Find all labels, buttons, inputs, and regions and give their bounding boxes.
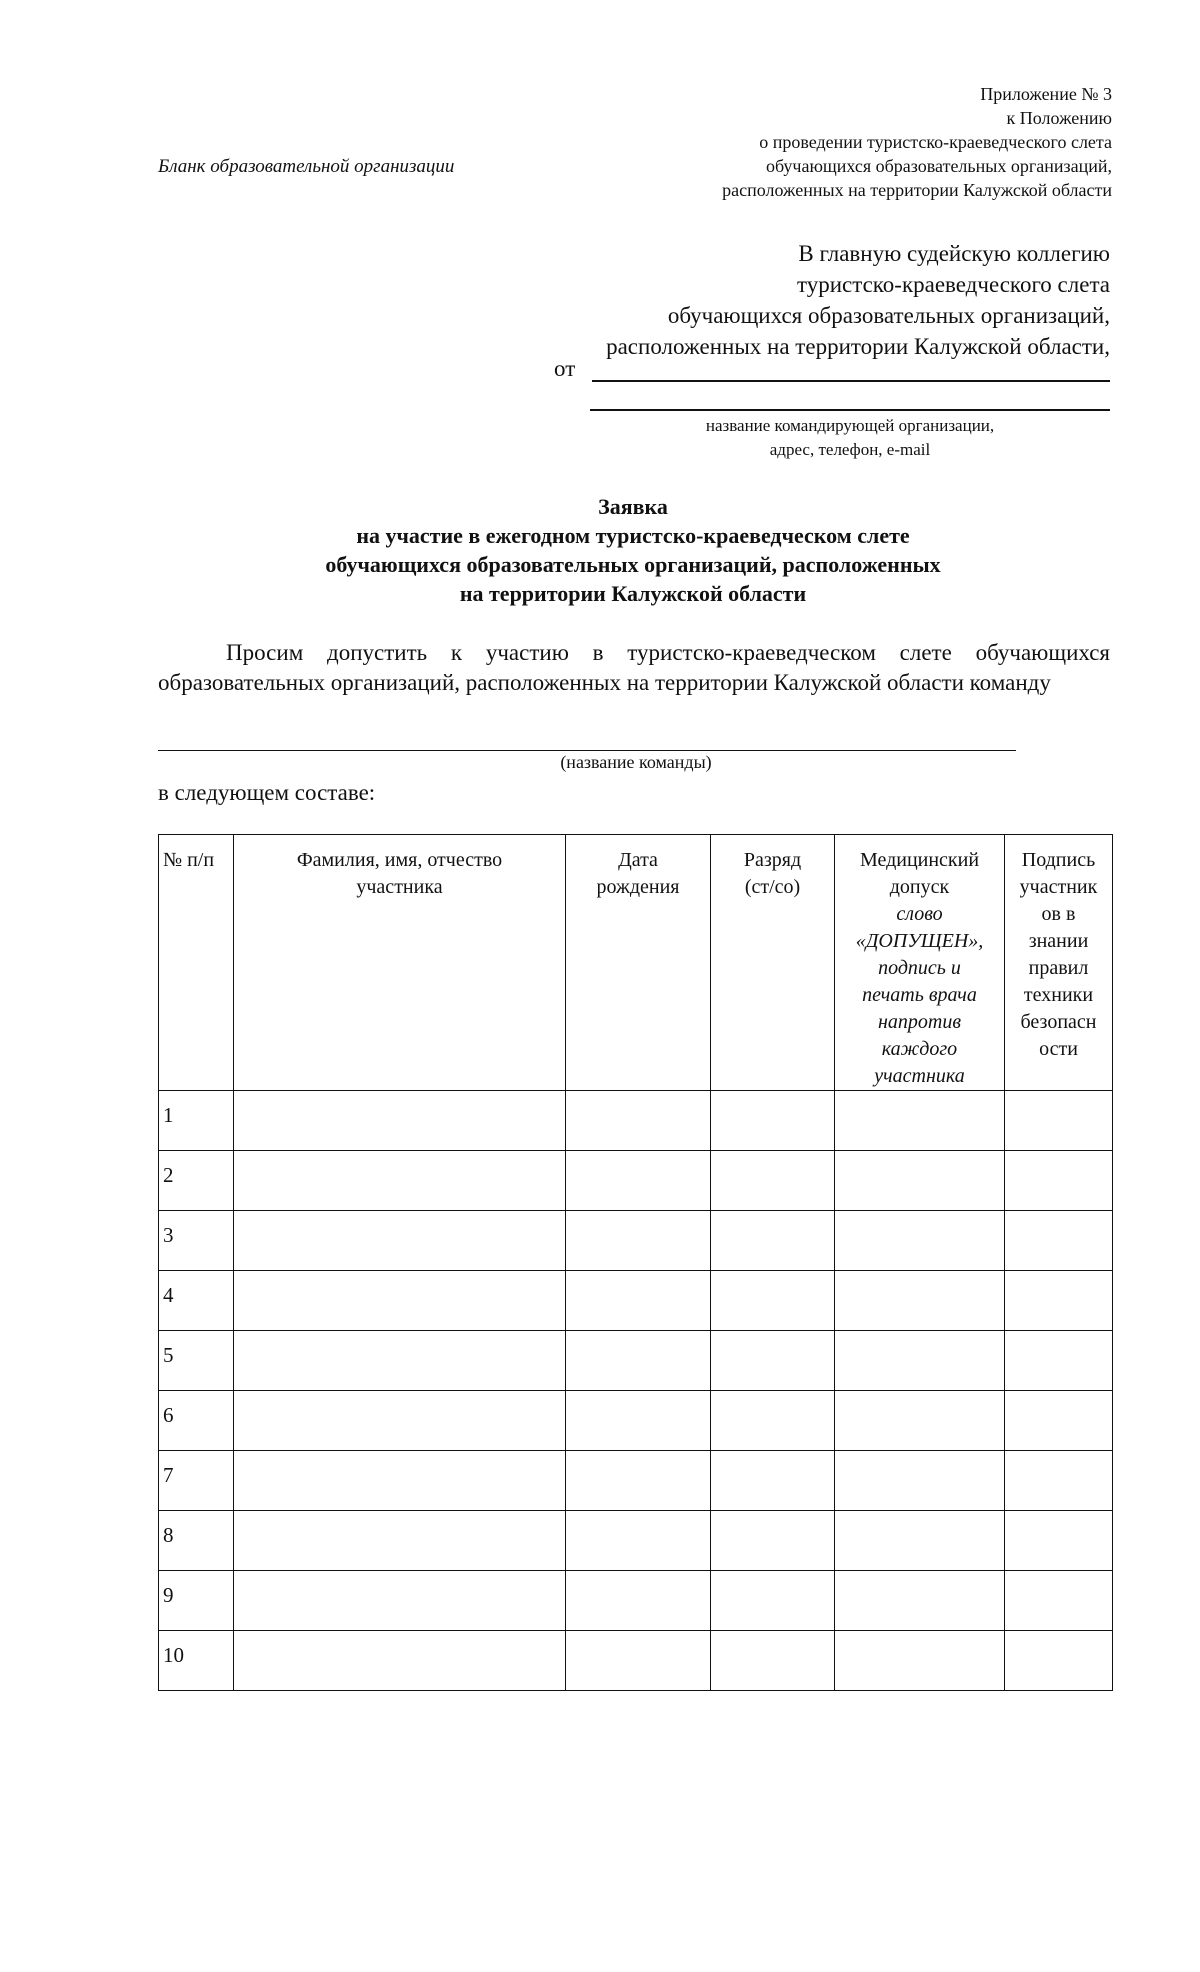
header-name-line: участника xyxy=(356,876,443,898)
name-cell[interactable] xyxy=(234,1571,566,1631)
header-medical xyxy=(835,835,1005,1091)
medical-cell[interactable] xyxy=(835,1151,1005,1211)
title-line: на участие в ежегодном туристско-краеведческом слете xyxy=(356,523,910,548)
row-number: 2 xyxy=(159,1151,234,1211)
row-number: 10 xyxy=(159,1631,234,1691)
row-number: 1 xyxy=(159,1091,234,1151)
request-paragraph: Просим допустить к участию в туристско-краеведческом слете обучающихся образовательных организаций, расположенных на территории Калужской области команду xyxy=(158,640,1110,695)
title-line: Заявка xyxy=(598,494,668,519)
rank-cell[interactable] xyxy=(711,1511,835,1571)
from-row xyxy=(554,356,1110,386)
dob-cell[interactable] xyxy=(566,1571,711,1631)
name-cell[interactable] xyxy=(234,1511,566,1571)
signature-cell[interactable] xyxy=(1005,1211,1113,1271)
from-label: от xyxy=(554,356,576,381)
header-signature-line: правил xyxy=(1028,957,1089,979)
addressee-line: В главную судейскую коллегию xyxy=(798,241,1110,266)
signature-cell[interactable] xyxy=(1005,1511,1113,1571)
table-row xyxy=(159,1391,1113,1451)
medical-cell[interactable] xyxy=(835,1451,1005,1511)
medical-cell[interactable] xyxy=(835,1631,1005,1691)
header-medical-line: слово xyxy=(896,903,943,925)
team-name-fill-line[interactable] xyxy=(158,750,1016,751)
header-name xyxy=(234,835,566,1091)
row-number: 7 xyxy=(159,1451,234,1511)
rank-cell[interactable] xyxy=(711,1091,835,1151)
name-cell[interactable] xyxy=(234,1451,566,1511)
header-medical-line: допуск xyxy=(889,876,950,898)
rank-cell[interactable] xyxy=(711,1211,835,1271)
header-signature-line: участник xyxy=(1019,876,1098,898)
medical-cell[interactable] xyxy=(835,1211,1005,1271)
header-medical-line: каждого xyxy=(881,1038,958,1060)
header-signature-line: Подпись xyxy=(1021,849,1096,871)
header-rank-line: Разряд xyxy=(743,849,802,871)
dob-cell[interactable] xyxy=(566,1211,711,1271)
table-row xyxy=(159,1151,1113,1211)
rank-cell[interactable] xyxy=(711,1151,835,1211)
org-fill-line[interactable] xyxy=(590,409,1110,411)
header-medical-line: участника xyxy=(874,1065,965,1087)
signature-cell[interactable] xyxy=(1005,1451,1113,1511)
table-row xyxy=(159,1271,1113,1331)
dob-cell[interactable] xyxy=(566,1151,711,1211)
header-signature-line: знании xyxy=(1028,930,1089,952)
rank-cell[interactable] xyxy=(711,1451,835,1511)
row-number: 6 xyxy=(159,1391,234,1451)
table-row xyxy=(159,1331,1113,1391)
header-signature-line: безопасн xyxy=(1020,1011,1097,1033)
document-title xyxy=(158,492,1108,608)
signature-cell[interactable] xyxy=(1005,1391,1113,1451)
rank-cell[interactable] xyxy=(711,1391,835,1451)
name-cell[interactable] xyxy=(234,1091,566,1151)
addressee-line: расположенных на территории Калужской области, xyxy=(606,334,1110,359)
org-hint-line: адрес, телефон, e-mail xyxy=(769,440,931,459)
header-name-line: Фамилия, имя, отчество xyxy=(296,849,503,871)
appendix-header xyxy=(722,82,1112,202)
header-dob xyxy=(566,835,711,1091)
header-medical-line: подпись и xyxy=(878,957,961,979)
signature-cell[interactable] xyxy=(1005,1571,1113,1631)
name-cell[interactable] xyxy=(234,1211,566,1271)
header-signature-line: ов в xyxy=(1041,903,1076,925)
addressee-line: туристско-краеведческого слета xyxy=(796,272,1110,297)
row-number: 5 xyxy=(159,1331,234,1391)
dob-cell[interactable] xyxy=(566,1331,711,1391)
table-row xyxy=(159,1631,1113,1691)
medical-cell[interactable] xyxy=(835,1331,1005,1391)
header-dob-line: Дата xyxy=(618,849,658,871)
table-row xyxy=(159,1511,1113,1571)
name-cell[interactable] xyxy=(234,1331,566,1391)
header-signature xyxy=(1005,835,1113,1091)
header-medical-line: «ДОПУЩЕН», xyxy=(855,930,984,952)
signature-cell[interactable] xyxy=(1005,1271,1113,1331)
appendix-line: к Положению xyxy=(1006,108,1112,128)
table-row xyxy=(159,1211,1113,1271)
row-number: 4 xyxy=(159,1271,234,1331)
name-cell[interactable] xyxy=(234,1271,566,1331)
rank-cell[interactable] xyxy=(711,1331,835,1391)
signature-cell[interactable] xyxy=(1005,1151,1113,1211)
appendix-line: расположенных на территории Калужской области xyxy=(722,180,1112,200)
from-fill-line[interactable] xyxy=(592,380,1110,382)
composition-label: в следующем составе: xyxy=(158,780,376,805)
dob-cell[interactable] xyxy=(566,1451,711,1511)
medical-cell[interactable] xyxy=(835,1571,1005,1631)
header-rank-line: (ст/со) xyxy=(744,876,801,898)
participants-table xyxy=(158,834,1113,1691)
header-num-text: № п/п xyxy=(163,849,215,871)
table-row xyxy=(159,1571,1113,1631)
dob-cell[interactable] xyxy=(566,1091,711,1151)
header-signature-line: техники xyxy=(1023,984,1094,1006)
dob-cell[interactable] xyxy=(566,1391,711,1451)
row-number: 3 xyxy=(159,1211,234,1271)
header-num xyxy=(159,835,234,1091)
header-dob-line: рождения xyxy=(596,876,680,898)
medical-cell[interactable] xyxy=(835,1391,1005,1451)
signature-cell[interactable] xyxy=(1005,1331,1113,1391)
org-hint xyxy=(590,414,1110,462)
signature-cell[interactable] xyxy=(1005,1631,1113,1691)
addressee-line: обучающихся образовательных организаций, xyxy=(667,303,1110,328)
rank-cell[interactable] xyxy=(711,1571,835,1631)
name-cell[interactable] xyxy=(234,1631,566,1691)
dob-cell[interactable] xyxy=(566,1511,711,1571)
dob-cell[interactable] xyxy=(566,1271,711,1331)
dob-cell[interactable] xyxy=(566,1631,711,1691)
name-cell[interactable] xyxy=(234,1391,566,1451)
table-body xyxy=(159,1091,1113,1691)
header-signature-line: ости xyxy=(1039,1038,1078,1060)
medical-cell[interactable] xyxy=(835,1271,1005,1331)
header-medical-line: напротив xyxy=(877,1011,962,1033)
header-rank xyxy=(711,835,835,1091)
medical-cell[interactable] xyxy=(835,1511,1005,1571)
appendix-line: Приложение № 3 xyxy=(980,84,1112,104)
header-medical-line: Медицинский xyxy=(859,849,980,871)
header-medical-line: печать врача xyxy=(862,984,977,1006)
appendix-line: обучающихся образовательных организаций, xyxy=(765,156,1112,176)
row-number: 9 xyxy=(159,1571,234,1631)
title-line: обучающихся образовательных организаций, расположенных xyxy=(325,552,941,577)
title-line: на территории Калужской области xyxy=(459,581,807,606)
table-row xyxy=(159,1451,1113,1511)
org-hint-line: название командирующей организации, xyxy=(705,416,995,435)
appendix-line: о проведении туристско-краеведческого слета xyxy=(759,132,1112,152)
row-number: 8 xyxy=(159,1511,234,1571)
table-row xyxy=(159,1091,1113,1151)
rank-cell[interactable] xyxy=(711,1271,835,1331)
table-header-row xyxy=(159,835,1113,1091)
team-name-hint: (название команды) xyxy=(560,752,712,772)
medical-cell[interactable] xyxy=(835,1091,1005,1151)
rank-cell[interactable] xyxy=(711,1631,835,1691)
blank-label: Бланк образовательной организации xyxy=(158,156,455,177)
addressee-block xyxy=(606,238,1110,362)
signature-cell[interactable] xyxy=(1005,1091,1113,1151)
name-cell[interactable] xyxy=(234,1151,566,1211)
